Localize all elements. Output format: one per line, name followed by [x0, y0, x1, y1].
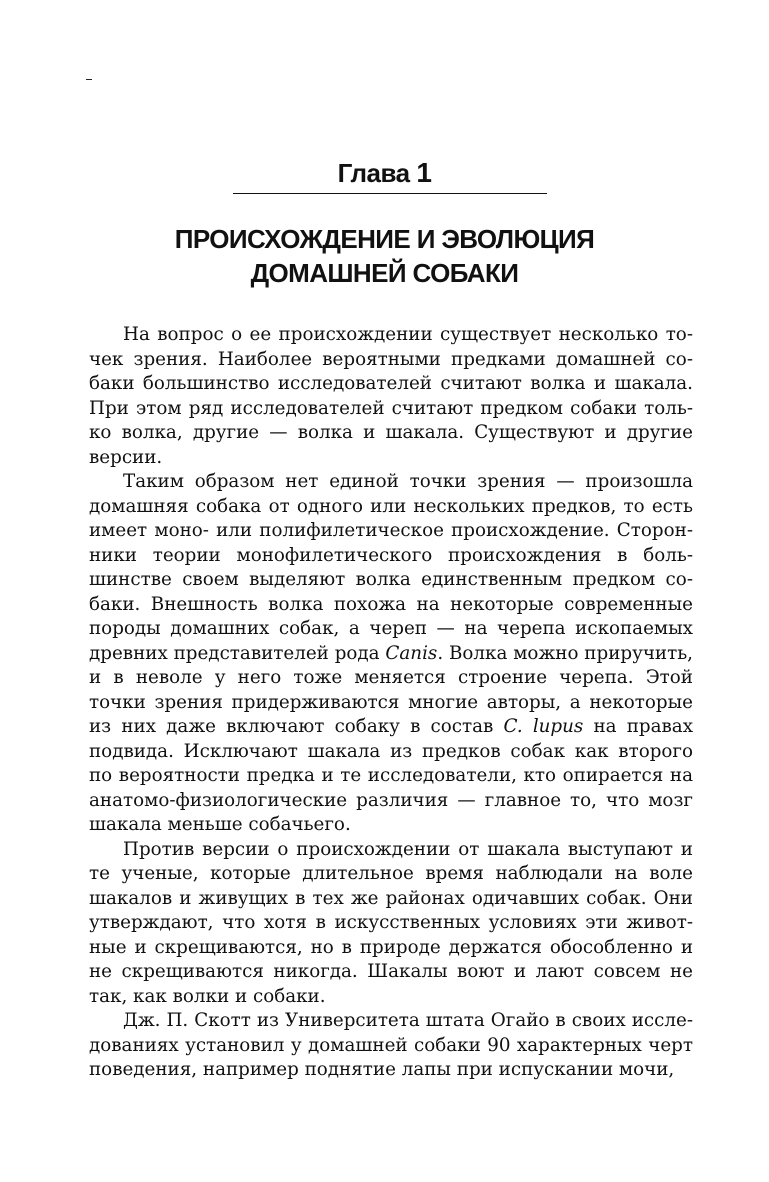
paragraph-3: Против версии о происхождении от шакала выступают и те ученые, которые длительное время наблюдали на воле шакалов и живущих в тех же районах одичавших собак. Они утверждают, что хотя в искусственных условиях эти животные и скрещиваются, но в природе держатся обособленно и не скрещиваются никогда. Шакалы воют и лают совсем не так, как волки и собаки.	[89, 838, 693, 1007]
paragraph-1: На вопрос о ее происхождении существует несколько точек зрения. Наиболее вероятными предками домашней собаки большинство исследователей считают волка и шакала. При этом ряд исследователей считают предком собаки только волка, другие — волка и шакала. Существуют и другие версии.	[89, 324, 693, 468]
chapter-heading	[0, 157, 769, 189]
chapter-label: Глава	[337, 158, 410, 188]
chapter-number: 1	[416, 157, 432, 188]
chapter-title-line-1: ПРОИСХОЖДЕНИЕ И ЭВОЛЮЦИЯ	[174, 224, 595, 254]
body-text	[89, 323, 693, 1083]
chapter-divider	[233, 193, 547, 194]
paragraph-2-part-3: на правах подвида. Исключают шакала из предков собак как второго по вероятности предка и те исследователи, кто опирается на анатомо-физиологические различия — главное то, что мозг шакала меньше собачьего.	[89, 716, 694, 835]
genus-name: Canis	[385, 642, 438, 664]
paragraph-2	[89, 470, 693, 838]
chapter-title-line-2: ДОМАШНЕЙ СОБАКИ	[250, 258, 519, 288]
paragraph-2-part-2: . Волка можно приручить, и в неволе у него тоже меняется строение черепа. Этой точки зрения придерживаются многие авторы, а некоторые из них даже включают собаку в состав	[89, 642, 693, 737]
page-corner-mark	[86, 79, 92, 80]
species-name: C. lupus	[503, 716, 584, 737]
paragraph-4: Дж. П. Скотт из Университета штата Огайо в своих исследованиях установил у домашней собаки 90 характерных черт поведения, например поднятие лапы при испускании мочи,	[89, 1010, 693, 1080]
paragraph-2-part-1: Таким образом нет единой точки зрения — произошла домашняя собака от одного или нескольких предков, то есть имеет моно- или полифилетическое происхождение. Сторонники теории монофилетического происхождения в большинстве своем выделяют волка единственным предком собаки. Внешность волка похожа на некоторые современные породы домашних собак, а череп — на черепа ископаемых древних представителей рода	[89, 471, 693, 664]
chapter-title	[0, 222, 769, 290]
